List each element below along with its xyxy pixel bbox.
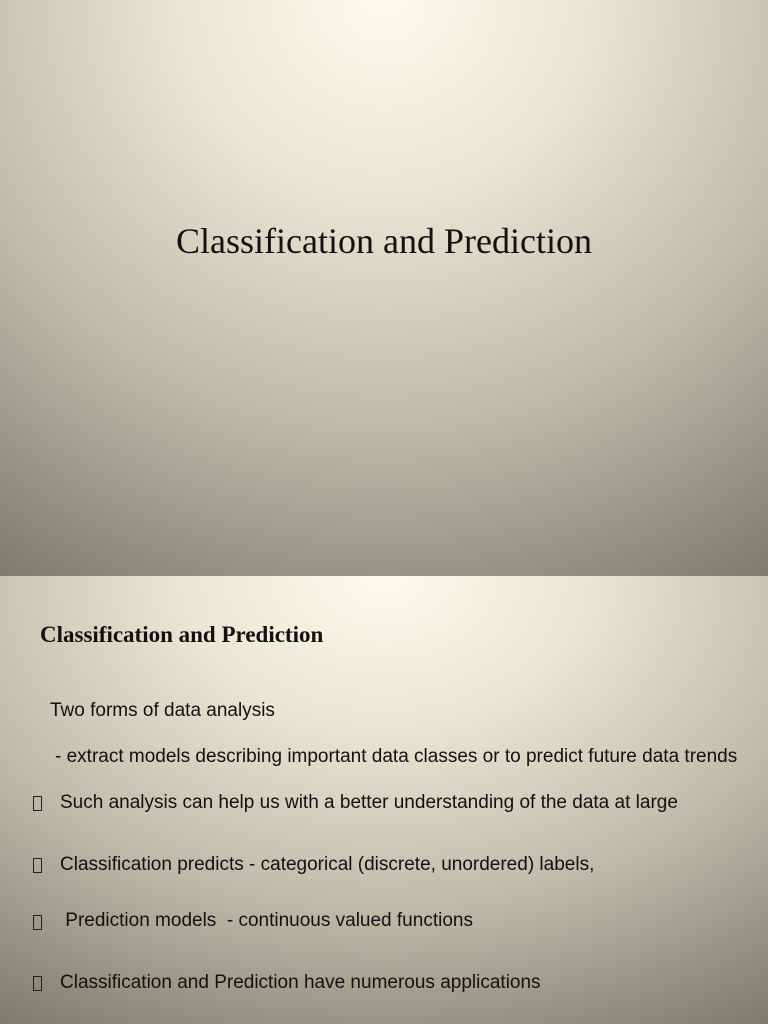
bullet-line-prediction: Prediction models - continuous valued functions [60, 910, 473, 931]
clipped-text-line [30, 1020, 740, 1024]
slide-heading: Classification and Prediction [40, 622, 324, 647]
bullet-line-classification: Classification predicts - categorical (discrete, unordered) labels, [60, 854, 595, 875]
bullet-icon [33, 973, 42, 993]
intro-line: Two forms of data analysis [50, 700, 275, 721]
bullet-icon [33, 912, 42, 932]
content-slide [0, 576, 768, 1024]
bullet-icon [33, 855, 42, 875]
slide-title: Classification and Prediction [176, 221, 592, 261]
sub-line: - extract models describing important data classes or to predict future data trends [55, 746, 738, 767]
bullet-line-analysis: Such analysis can help us with a better understanding of the data at large [60, 792, 678, 813]
bullet-icon [33, 793, 42, 813]
bullet-line-applications: Classification and Prediction have numerous applications [60, 972, 541, 993]
